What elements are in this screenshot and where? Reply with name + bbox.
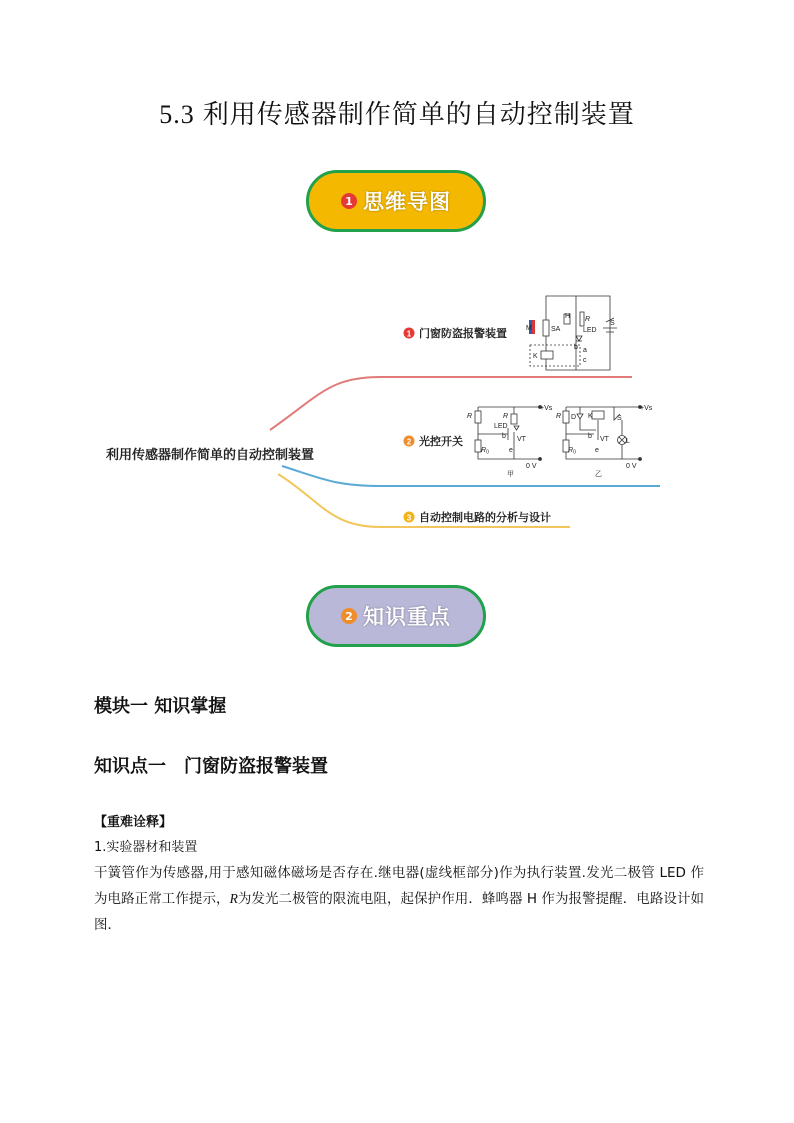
paragraph-part-2: 为发光二极管的限流电阻，起保护作用．蜂鸣器 H 作为报警提醒．电路设计如图． — [94, 891, 705, 933]
svg-text:M: M — [526, 325, 532, 332]
branch-label-1: 门窗防盗报警装置 — [419, 328, 507, 340]
svg-text:+Vs: +Vs — [540, 405, 553, 412]
explain-subtitle: 1.实验器材和装置 — [94, 840, 198, 855]
svg-text:0 V: 0 V — [526, 463, 537, 470]
branch-line-2 — [282, 466, 660, 486]
branch-label-2: 光控开关 — [419, 436, 463, 448]
branch-badge-2-number: 2 — [406, 437, 412, 447]
branch-badge-3-number: 3 — [406, 513, 412, 523]
svg-text:K: K — [533, 353, 538, 360]
svg-text:乙: 乙 — [595, 471, 602, 478]
svg-text:K: K — [588, 413, 593, 420]
svg-text:R: R — [585, 316, 591, 323]
explain-paragraph — [94, 860, 704, 938]
knowledge-point-prefix: 知识点一 — [94, 756, 166, 777]
mindmap-root: 利用传感器制作简单的自动控制装置 — [106, 447, 315, 462]
svg-text:b: b — [502, 433, 506, 440]
svg-text:S: S — [610, 320, 615, 327]
key-points-banner — [306, 585, 486, 647]
knowledge-point-heading — [94, 752, 328, 778]
mindmap-banner-label: 思维导图 — [363, 190, 451, 214]
svg-text:VT: VT — [517, 436, 526, 443]
svg-text:H: H — [565, 313, 571, 320]
resistor-symbol: R — [229, 891, 238, 906]
svg-text:R: R — [503, 413, 509, 420]
number-badge-icon: 2 — [341, 608, 357, 624]
svg-text:VT: VT — [600, 436, 609, 443]
svg-text:D: D — [571, 414, 577, 421]
page-title — [0, 94, 794, 131]
svg-text:L: L — [626, 438, 630, 445]
module-heading: 模块一 知识掌握 — [94, 696, 227, 717]
svg-text:0 V: 0 V — [626, 463, 637, 470]
svg-text:R0: $R_0$ — [568, 447, 576, 456]
svg-text:c: c — [583, 357, 587, 364]
svg-text:R0: $R_0$ — [481, 447, 489, 456]
mind-map — [0, 285, 794, 545]
svg-text:甲: 甲 — [507, 471, 514, 478]
svg-text:a: a — [583, 347, 587, 354]
branch-label-3: 自动控制电路的分析与设计 — [419, 512, 551, 524]
mindmap-banner — [306, 170, 486, 232]
svg-text:R: R — [556, 413, 562, 420]
number-badge-icon: 1 — [341, 193, 357, 209]
svg-text:R: R — [467, 413, 473, 420]
svg-text:S: S — [617, 415, 622, 422]
svg-text:b: b — [574, 344, 578, 351]
title-number: 5.3 — [159, 100, 195, 129]
svg-text:+Vs: +Vs — [640, 405, 653, 412]
explain-heading: 【重难诠释】 — [94, 815, 173, 830]
svg-text:LED: LED — [583, 327, 597, 334]
key-points-banner-label: 知识重点 — [363, 605, 451, 629]
alarm-circuit-diagram — [529, 296, 617, 370]
svg-text:e: e — [509, 447, 513, 454]
svg-text:LED: LED — [494, 423, 508, 430]
svg-text:e: e — [595, 447, 599, 454]
branch-line-1 — [270, 377, 632, 430]
paragraph-part-1: 干簧管作为传感器,用于感知磁体磁场是否存在.继电器(虚线框部分)作为执行装置.发光二极管 LED 作为电路正常工作提示， — [94, 865, 704, 907]
alarm-circuit-labels — [526, 313, 615, 364]
title-text: 利用传感器制作简单的自动控制装置 — [202, 100, 635, 130]
svg-text:b: b — [588, 433, 592, 440]
branch-badge-1-number: 1 — [406, 329, 412, 339]
svg-text:SA: SA — [551, 326, 561, 333]
knowledge-point-title: 门窗防盗报警装置 — [184, 756, 328, 777]
